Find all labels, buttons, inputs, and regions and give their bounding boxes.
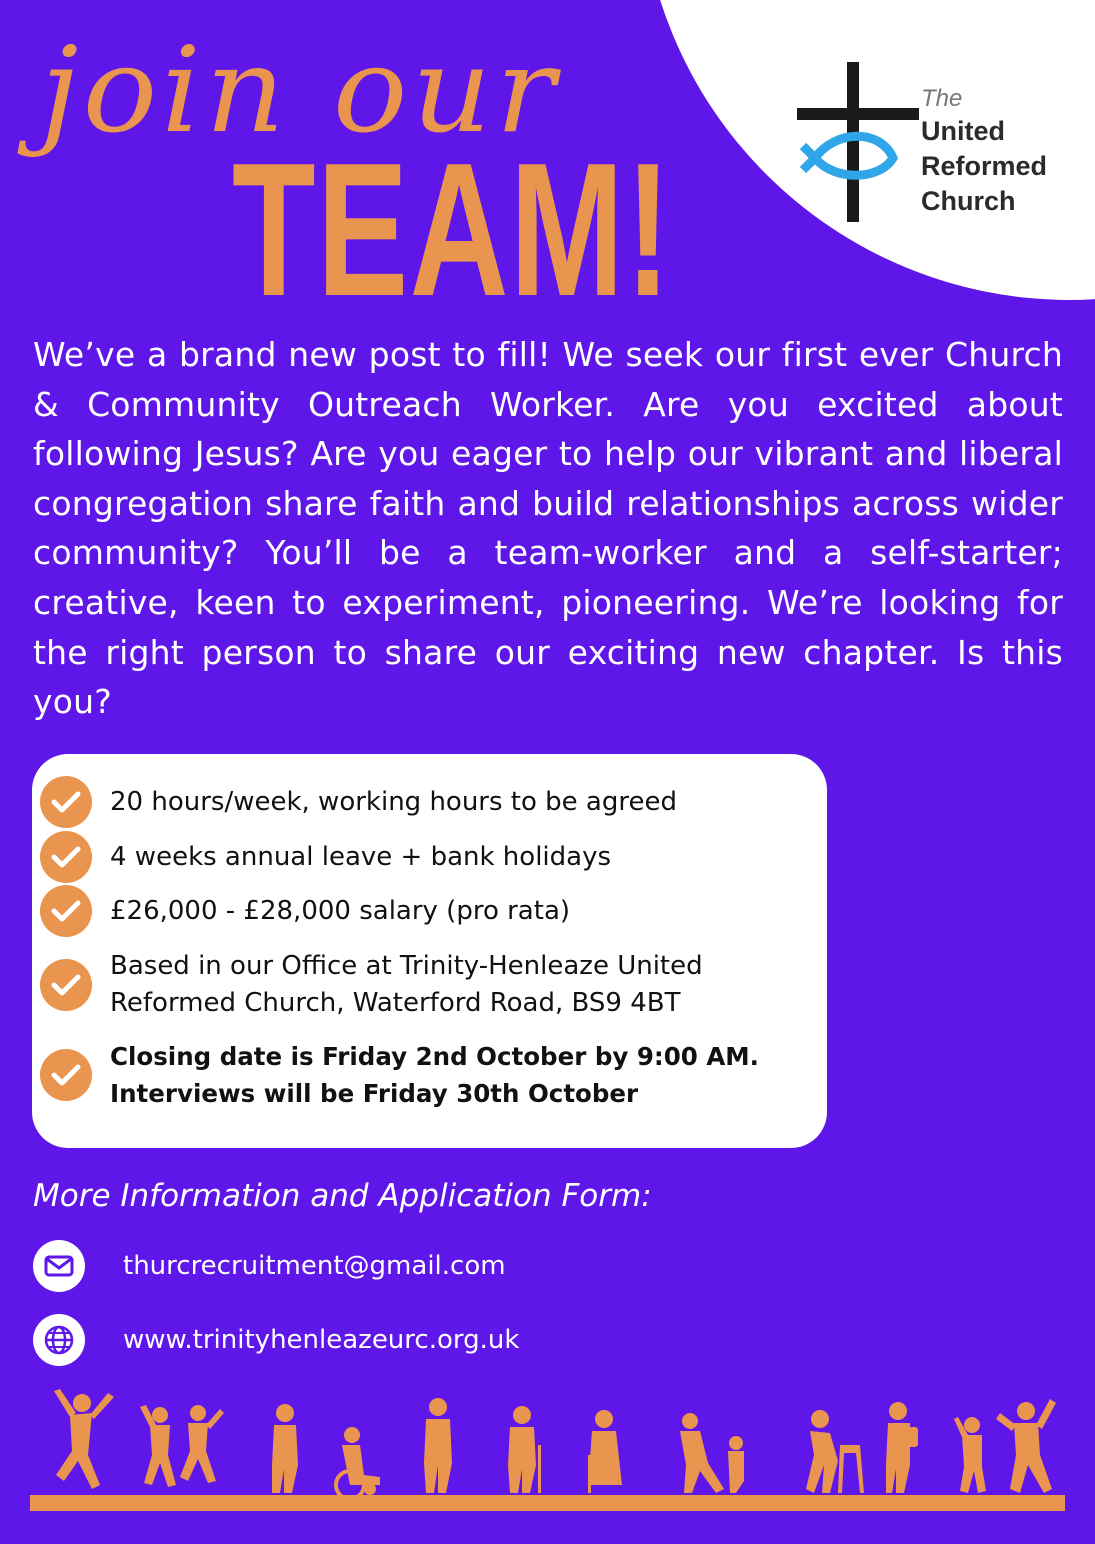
urc-logo [795,58,1065,228]
detail-closing-line1: Closing date is Friday 2nd October by 9:00 AM. [110,1042,759,1071]
logo-line-united: United [921,116,1005,146]
detail-location [40,948,703,1022]
email-link[interactable]: thurcrecruitment@gmail.com [123,1251,506,1281]
detail-location-line1: Based in our Office at Trinity-Henleaze United [110,951,703,981]
more-info-heading: More Information and Application Form: [33,1178,652,1214]
logo-line-church: Church [921,186,1016,216]
detail-location-text [110,948,703,1022]
detail-hours [40,776,677,828]
detail-closing-line2: Interviews will be Friday 30th October [110,1079,639,1108]
contact-website[interactable] [33,1314,520,1366]
detail-salary-text: £26,000 - £28,000 salary (pro rata) [110,895,571,926]
intro-paragraph: We’ve a brand new post to fill! We seek our first ever Church & Community Outreach Worker. Are you excited about following Jesus? Are you eager to help our vibrant and liberal congregation share faith and build relationships across wider community? You’ll be a team-worker and a self-starter; creative, keen to experiment, pioneering. We’re looking for the right person to share our exciting new chapter. Is this you? [33,335,1063,722]
details-card [32,754,827,1148]
detail-closing-text [110,1038,759,1112]
globe-icon [33,1314,85,1366]
check-icon [40,776,92,828]
logo-wordmark [921,84,1047,219]
cross-fish-icon [795,58,921,228]
detail-salary [40,885,570,937]
detail-hours-text: 20 hours/week, working hours to be agreed [110,786,677,817]
headline-join-our: join our [40,21,560,159]
check-icon [40,831,92,883]
headline-team: TEAM! [232,124,673,336]
check-icon [40,885,92,937]
detail-leave [40,831,611,883]
detail-closing-date [40,1038,759,1112]
detail-location-line2: Reformed Church, Waterford Road, BS9 4BT [110,988,681,1018]
community-silhouettes [30,1385,1065,1515]
check-icon [40,959,92,1011]
envelope-icon [33,1240,85,1292]
detail-leave-text: 4 weeks annual leave + bank holidays [110,841,612,872]
logo-the: The [921,85,963,112]
logo-line-reformed: Reformed [921,151,1048,181]
contact-email[interactable] [33,1240,506,1292]
check-icon [40,1049,92,1101]
website-link[interactable]: www.trinityhenleazeurc.org.uk [123,1325,520,1355]
